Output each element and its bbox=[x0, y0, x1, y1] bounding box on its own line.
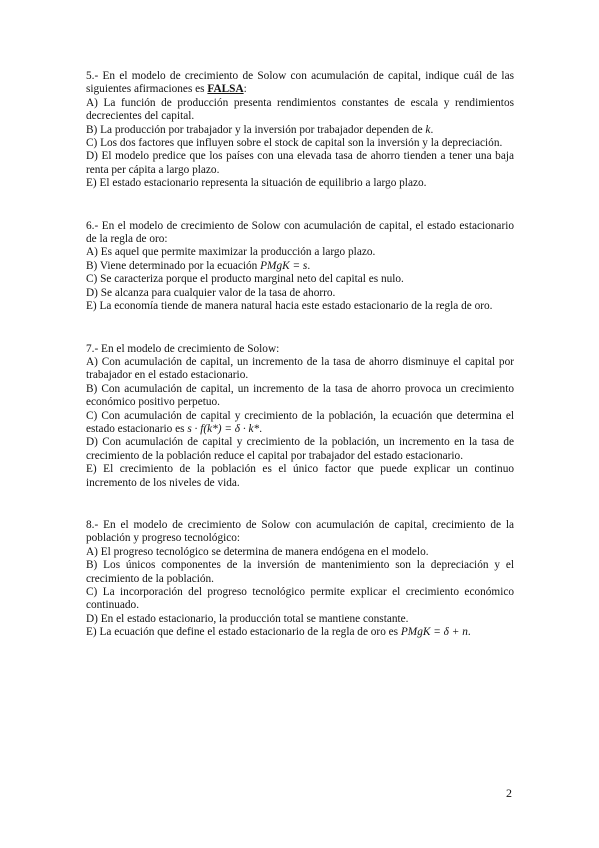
question-8 bbox=[86, 519, 514, 640]
question-5-option-b bbox=[86, 124, 514, 137]
question-8-stem: 8.- En el modelo de crecimiento de Solow con acumulación de capital, crecimiento de la población y progreso tecnológico: bbox=[86, 518, 514, 545]
question-8-option-e-text: E) La ecuación que define el estado estacionario de la regla de oro es bbox=[86, 626, 401, 639]
question-5-option-c: C) Los dos factores que influyen sobre el stock de capital son la inversión y la depreciación. bbox=[86, 137, 503, 150]
question-8-option-b: B) Los únicos componentes de la inversión de mantenimiento son la depreciación y el crecimiento de la población. bbox=[86, 559, 514, 585]
question-8-option-d: D) En el estado estacionario, la producción total se mantiene constante. bbox=[86, 612, 409, 625]
question-7 bbox=[86, 343, 514, 490]
question-8-option-e-end: . bbox=[467, 626, 471, 639]
question-7-option-a: A) Con acumulación de capital, un incremento de la tasa de ahorro disminuye el capital por trabajador en el estado estacionario. bbox=[86, 355, 514, 382]
question-6-stem: 6.- En el modelo de crecimiento de Solow con acumulación de capital, el estado estacionario de la regla de oro: bbox=[86, 219, 514, 246]
question-6-option-b-text: B) Viene determinado por la ecuación bbox=[86, 259, 261, 272]
math-expression: s · f(k*) = δ · k* bbox=[187, 422, 260, 435]
question-5-option-b-text: B) La producción por trabajador y la inversión por trabajador dependen de bbox=[86, 123, 426, 136]
question-7-option-d: D) Con acumulación de capital y crecimiento de la población, un incremento en la tasa de crecimiento de la población reduce el capital por trabajador del estado estacionario. bbox=[86, 436, 514, 462]
question-7-option-e: E) El crecimiento de la población es el único factor que puede explicar un continuo incremento de los niveles de vida. bbox=[86, 463, 514, 489]
question-8-option-e bbox=[86, 626, 514, 639]
question-5-stem-end: : bbox=[243, 83, 247, 96]
math-expression: PMgK = δ + n bbox=[400, 626, 468, 639]
question-6-option-b-end: . bbox=[307, 259, 311, 272]
question-5-option-b-end: . bbox=[430, 123, 434, 136]
question-7-option-b: B) Con acumulación de capital, un incremento de la tasa de ahorro provoca un crecimiento económico positivo perpetuo. bbox=[86, 382, 514, 409]
question-6-option-c: C) Se caracteriza porque el producto marginal neto del capital es nulo. bbox=[86, 273, 404, 286]
question-5-option-e: E) El estado estacionario representa la situación de equilibrio a largo plazo. bbox=[86, 177, 427, 190]
questions-block bbox=[86, 70, 514, 640]
question-6-option-e: E) La economía tiende de manera natural hacia este estado estacionario de la regla de oro. bbox=[86, 300, 493, 313]
question-6 bbox=[86, 220, 514, 314]
question-6-option-a: A) Es aquel que permite maximizar la producción a largo plazo. bbox=[86, 246, 376, 259]
question-6-option-d: D) Se alcanza para cualquier valor de la tasa de ahorro. bbox=[86, 286, 336, 299]
question-6-option-b bbox=[86, 260, 514, 273]
question-5-stem bbox=[86, 70, 514, 97]
question-7-stem: 7.- En el modelo de crecimiento de Solow: bbox=[86, 342, 280, 355]
math-expression: PMgK = s bbox=[260, 259, 308, 272]
question-5-stem-text: 5.- En el modelo de crecimiento de Solow con acumulación de capital, indique cuál de las siguientes afirmaciones es bbox=[86, 70, 514, 96]
math-expression: k bbox=[425, 123, 431, 136]
question-5 bbox=[86, 70, 514, 191]
false-emphasis: FALSA bbox=[207, 83, 244, 96]
question-7-option-c-text: C) Con acumulación de capital y crecimiento de la población, la ecuación que determina el estado estacionario es bbox=[86, 409, 514, 435]
question-8-option-a: A) El progreso tecnológico se determina de manera endógena en el modelo. bbox=[86, 545, 429, 558]
question-7-option-c-end: . bbox=[259, 422, 263, 435]
question-5-option-d: D) El modelo predice que los países con una elevada tasa de ahorro tienden a tener una baja renta per cápita a largo plazo. bbox=[86, 150, 514, 176]
page-number: 2 bbox=[506, 786, 512, 800]
question-8-option-c: C) La incorporación del progreso tecnológico permite explicar el crecimiento económico continuado. bbox=[86, 586, 514, 612]
question-7-option-c bbox=[86, 410, 514, 437]
question-5-option-a: A) La función de producción presenta rendimientos constantes de escala y rendimientos decrecientes del capital. bbox=[86, 96, 514, 123]
